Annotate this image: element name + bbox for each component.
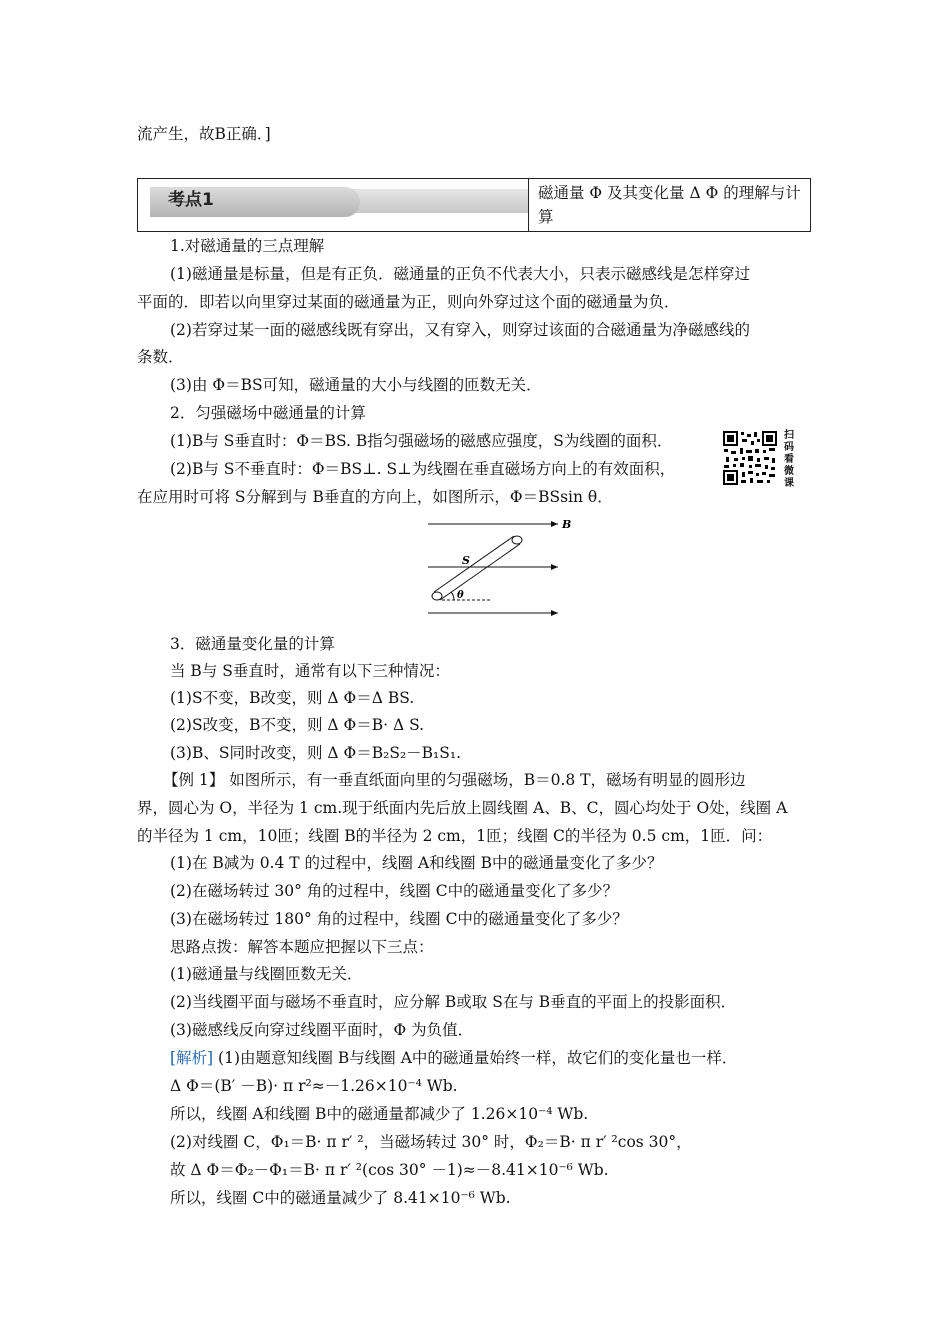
example-l3: 的半径为 1 cm，10匝；线圈 B的半径为 2 cm，1匝；线圈 C的半径为 0.5 cm，1匝．问： [137, 827, 773, 845]
sec1-p1a: (1)磁通量是标量，但是有正负．磁通量的正负不代表大小，只表示磁感线是怎样穿过 [170, 265, 750, 283]
solution-s3: 所以，线圈 A和线圈 B中的磁通量都减少了 1.26×10⁻⁴ Wb. [170, 1105, 589, 1123]
solution-tag: [解析] [170, 1049, 214, 1067]
sec1-p2a: (2)若穿过某一面的磁感线既有穿出，又有穿入，则穿过该面的合磁通量为净磁感线的 [170, 321, 750, 339]
example-h3: (3)磁感线反向穿过线圈平面时，Φ 为负值． [170, 1021, 474, 1039]
example-h2: (2)当线圈平面与磁场不垂直时，应分解 B或取 S在与 B垂直的平面上的投影面积． [170, 993, 737, 1011]
sec3-c3: (3)B、S同时改变，则 Δ Φ＝B₂S₂－B₁S₁. [170, 744, 462, 762]
sec1-p2b: 条数． [137, 348, 184, 366]
example-h1: (1)磁通量与线圈匝数无关． [170, 965, 363, 983]
banner-tag: 考点1 [168, 190, 214, 210]
qr-label: 扫码看微课 [784, 430, 794, 489]
sec2-p2b: 在应用时可将 S分解到与 B垂直的方向上，如图所示，Φ＝BSsin θ． [137, 488, 613, 506]
label-b: B [562, 518, 572, 531]
sec3-c2: (2)S改变，B不变，则 Δ Φ＝B· Δ S. [170, 716, 425, 734]
banner-left [138, 179, 528, 231]
continued-text: 流产生，故B正确．] [137, 125, 271, 143]
sec3-heading: 3．磁通量变化量的计算 [170, 635, 335, 653]
sec3-intro: 当 B与 S垂直时，通常有以下三种情况： [170, 662, 450, 680]
example-q3: (3)在磁场转过 180° 角的过程中，线圈 C中的磁通量变化了多少？ [170, 910, 628, 928]
example-q1: (1)在 B减为 0.4 T 的过程中，线圈 A和线圈 B中的磁通量变化了多少？ [170, 854, 663, 872]
angle-arc [451, 592, 454, 600]
banner-divider [528, 179, 529, 231]
example-l1: 【例 1】 如图所示，有一垂直纸面向里的匀强磁场，B＝0.8 T，磁场有明显的圆形边 [163, 771, 746, 789]
banner-title: 磁通量 Φ 及其变化量 Δ Φ 的理解与计算 [538, 184, 801, 226]
flux-figure [420, 512, 580, 622]
sec3-c1: (1)S不变，B改变，则 Δ Φ＝Δ BS. [170, 689, 415, 707]
sec1-p1b: 平面的．即若以向里穿过某面的磁通量为正，则向外穿过这个面的磁通量为负． [137, 293, 680, 311]
sec2-p1: (1)B与 S垂直时：Φ＝BS. B指匀强磁场的磁感应强度，S为线圈的面积． [170, 432, 673, 450]
sec2-p2a: (2)B与 S不垂直时：Φ＝BS⊥. S⊥为线圈在垂直磁场方向上的有效面积， [170, 460, 676, 478]
solution-s4: (2)对线圈 C，Φ₁＝B· π r′ ²，当磁场转过 30° 时，Φ₂＝B· π r′ ²cos 30°， [170, 1133, 692, 1151]
label-theta: θ [457, 590, 464, 601]
example-l2: 界，圆心为 O，半径为 1 cm.现于纸面内先后放上圆线圈 A、B、C，圆心均处于 O处，线圈 A [137, 799, 788, 817]
solution-s1: (1)由题意知线圈 B与线圈 A中的磁通量始终一样，故它们的变化量也一样． [213, 1049, 738, 1067]
solution-s2: Δ Φ＝(B′ －B)· π r²≈－1.26×10⁻⁴ Wb. [170, 1077, 458, 1095]
coil-plane [432, 536, 522, 600]
solution-s5: 故 Δ Φ＝Φ₂－Φ₁＝B· π r′ ²(cos 30° －1)≈－8.41×10⁻⁶ Wb. [170, 1161, 609, 1179]
solution-s6: 所以，线圈 C中的磁通量减少了 8.41×10⁻⁶ Wb. [170, 1189, 511, 1207]
solution-line-1 [170, 1048, 737, 1068]
example-q2: (2)在磁场转过 30° 角的过程中，线圈 C中的磁通量变化了多少？ [170, 882, 619, 900]
section-banner [137, 178, 811, 232]
qr-code-icon[interactable] [722, 430, 778, 486]
example-hint: 思路点拨：解答本题应把握以下三点： [170, 938, 434, 956]
sec1-p3: (3)由 Φ＝BS可知，磁通量的大小与线圈的匝数无关． [170, 376, 542, 394]
sec2-heading: 2．匀强磁场中磁通量的计算 [170, 404, 366, 422]
sec1-heading: 1.对磁通量的三点理解 [170, 237, 325, 255]
label-s: S [462, 554, 470, 567]
